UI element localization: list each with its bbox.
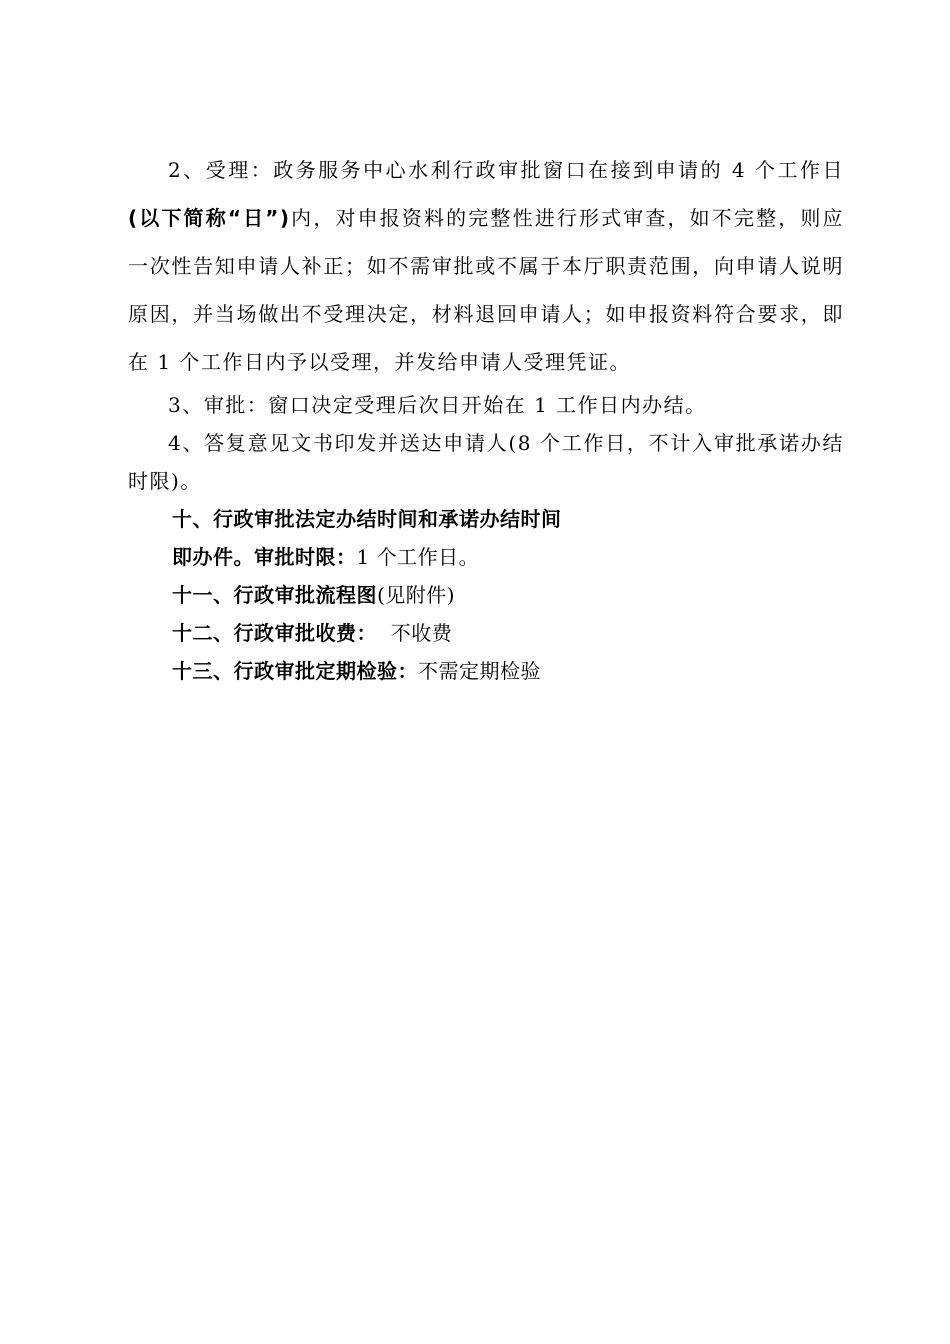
step-3-paragraph: 3、审批：窗口决定受理后次日开始在 1 工作日内办结。 — [168, 393, 707, 417]
section-11-value: (见附件) — [377, 583, 456, 607]
section-12-value: 不收费 — [377, 621, 453, 645]
section-13-title: 十三、行政审批定期检验： — [172, 659, 418, 683]
section-13-value: 不需定期检验 — [418, 659, 541, 683]
section-10-detail — [128, 538, 844, 576]
step-2-prefix: 2、受理：政务服务中心水利行政审批窗口在接到申请的 4 个工作日 — [168, 158, 844, 182]
document-page — [128, 146, 844, 690]
step-2-rest: 内，对申报资料的完整性进行形式审查，如不完整，则应一次性告知申请人补正；如不需审批或不属于本厅职责范围，向申请人说明原因，并当场做出不受理决定，材料退回申请人；如申报资料符合要求，即在 1 个工作日内予以受理，并发给申请人受理凭证。 — [128, 206, 845, 374]
section-10-heading — [128, 500, 844, 538]
section-12-heading — [128, 614, 844, 652]
step-2-paragraph — [128, 146, 844, 386]
section-10-title: 十、行政审批法定办结时间和承诺办结时间 — [172, 507, 562, 531]
section-13-heading — [128, 652, 844, 690]
step-4-paragraph: 4、答复意见文书印发并送达申请人(8 个工作日，不计入审批承诺办结时限)。 — [128, 431, 844, 493]
section-12-title: 十二、行政审批收费： — [172, 621, 377, 645]
step-2-bold-note: (以下简称“日”) — [128, 206, 291, 230]
section-10-label: 即办件。审批时限： — [172, 545, 357, 569]
section-11-heading — [128, 576, 844, 614]
section-10-value: 1 个工作日。 — [356, 545, 480, 569]
section-11-title: 十一、行政审批流程图 — [172, 583, 377, 607]
